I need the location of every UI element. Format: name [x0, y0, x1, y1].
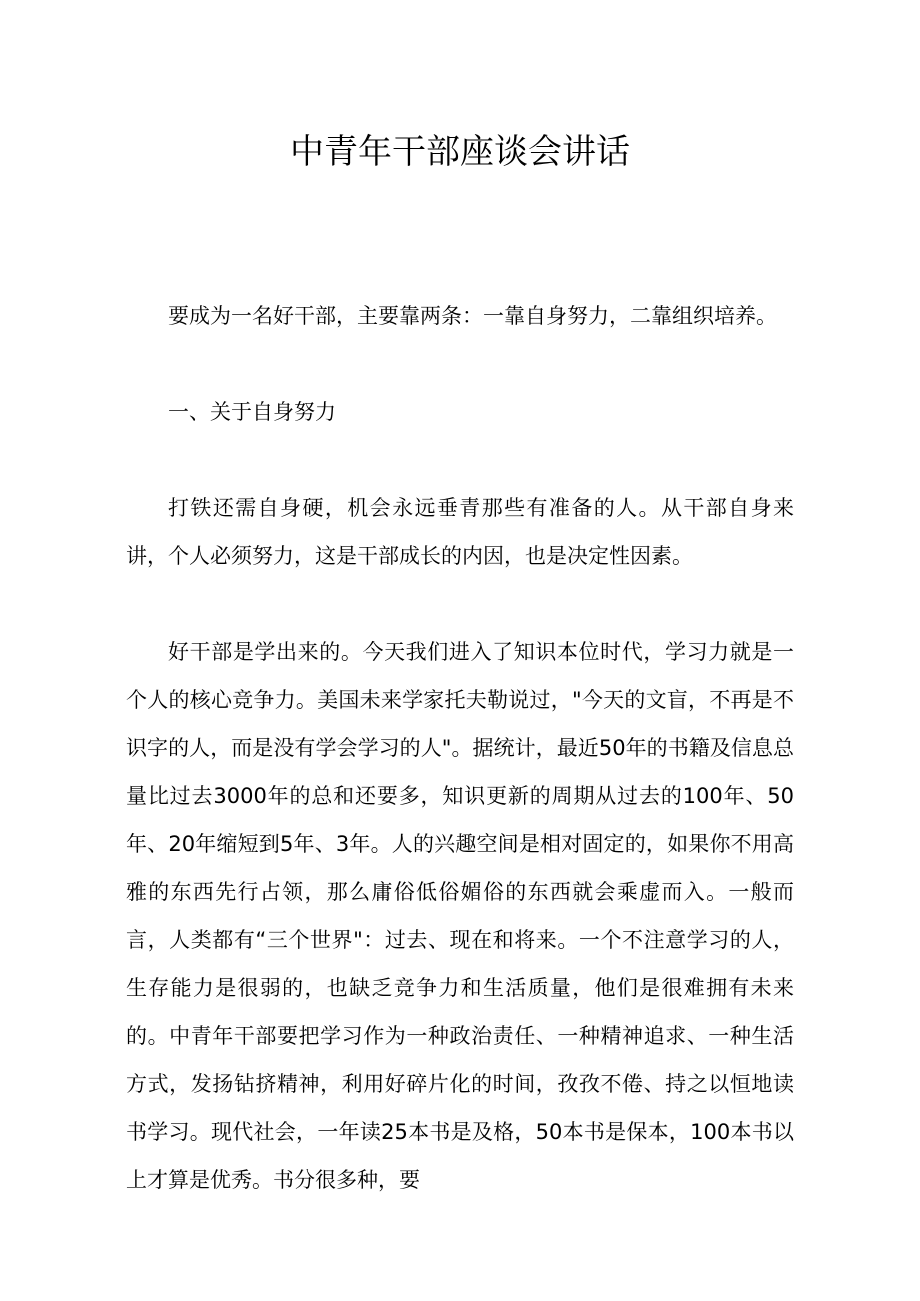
- intro-paragraph: 要成为一名好干部，主要靠两条：一靠自身努力，二靠组织培养。: [168, 304, 777, 328]
- section-heading: 一、关于自身努力: [168, 400, 336, 424]
- body-paragraph: 打铁还需自身硬，机会永远垂青那些有准备的人。从干部自身来讲，个人必须努力，这是干部成长的内因，也是决定性因素。: [126, 496, 794, 568]
- body-paragraph: 好干部是学出来的。今天我们进入了知识本位时代，学习力就是一个人的核心竞争力。美国未来学家托夫勒说过，"今天的文盲，不再是不识字的人，而是没有学会学习的人"。据统计，最近50年的书籍及信息总量比过去3000年的总和还要多，知识更新的周期从过去的100年、50年、20年缩短到5年、3年。人的兴趣空间是相对固定的，如果你不用高雅的东西先行占领，那么庸俗低俗媚俗的东西就会乘虚而入。一般而言，人类都有“三个世界"：过去、现在和将来。一个不注意学习的人，生存能力是很弱的，也缺乏竞争力和生活质量，他们是很难拥有未来的。中青年干部要把学习作为一种政治责任、一种精神追求、一种生活方式，发扬钻挤精神，利用好碎片化的时间，孜孜不倦、持之以恒地读书学习。现代社会，一年读25本书是及格，50本书是保本，100本书以上才算是优秀。书分很多种，要: [126, 640, 794, 1192]
- document-title: 中青年干部座谈会讲话: [290, 132, 630, 172]
